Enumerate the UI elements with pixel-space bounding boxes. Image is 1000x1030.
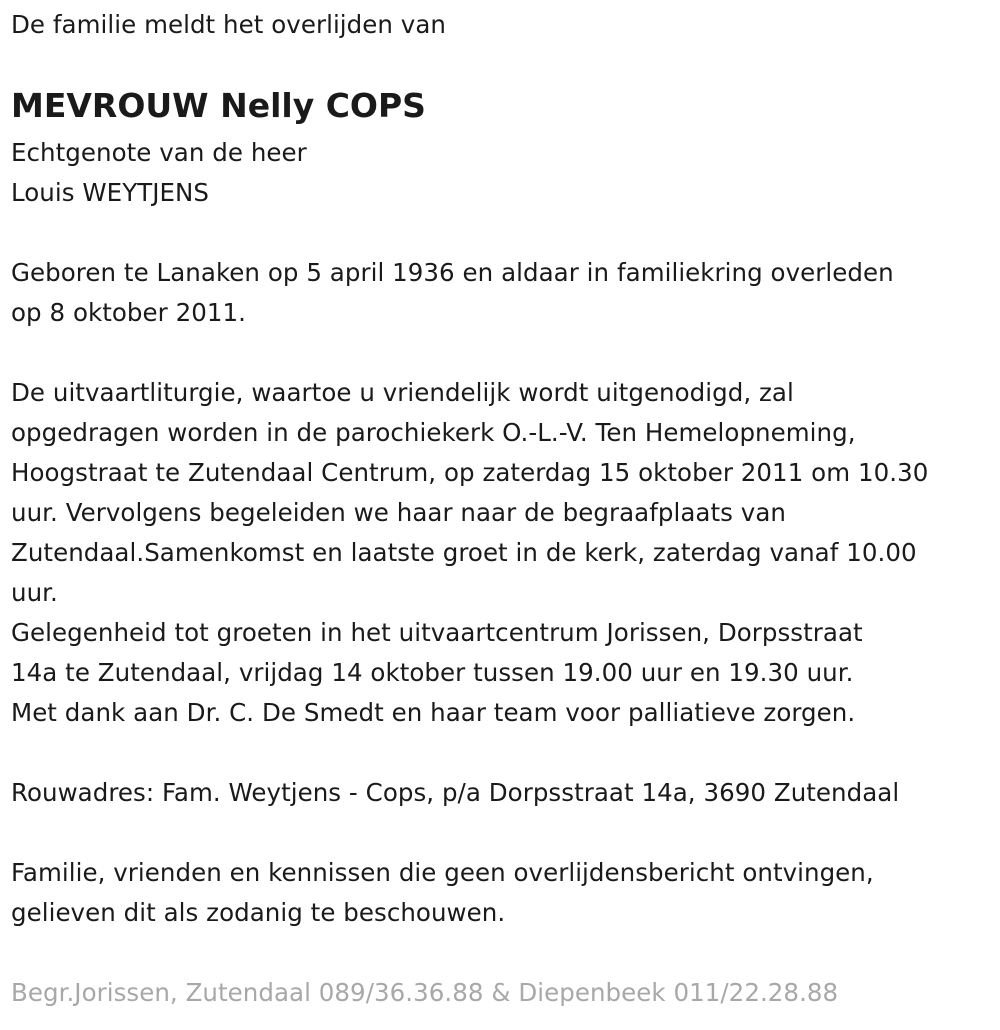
spouse-line-2: Louis WEYTJENS: [11, 178, 210, 207]
funeral-line-1: De uitvaartliturgie, waartoe u vriendelijk wordt uitgenodigd, zal: [11, 378, 794, 407]
intro-text: De familie meldt het overlijden van: [11, 10, 446, 39]
funeral-line-7: Gelegenheid tot groeten in het uitvaartcentrum Jorissen, Dorpsstraat: [11, 618, 863, 647]
funeral-line-8: 14a te Zutendaal, vrijdag 14 oktober tussen 19.00 uur en 19.30 uur.: [11, 658, 854, 687]
deceased-name: MEVROUW Nelly COPS: [11, 86, 426, 125]
birth-line-1: Geboren te Lanaken op 5 april 1936 en aldaar in familiekring overleden: [11, 258, 894, 287]
funeral-line-2: opgedragen worden in de parochiekerk O.-L.-V. Ten Hemelopneming,: [11, 418, 856, 447]
funeral-line-4: uur. Vervolgens begeleiden we haar naar de begraafplaats van: [11, 498, 786, 527]
closing-line-2: gelieven dit als zodanig te beschouwen.: [11, 898, 506, 927]
funeral-line-6: uur.: [11, 578, 58, 607]
closing-line-1: Familie, vrienden en kennissen die geen overlijdensbericht ontvingen,: [11, 858, 874, 887]
undertaker-contact: Begr.Jorissen, Zutendaal 089/36.36.88 & Diepenbeek 011/22.28.88: [11, 978, 839, 1007]
mourning-address: Rouwadres: Fam. Weytjens - Cops, p/a Dorpsstraat 14a, 3690 Zutendaal: [11, 778, 900, 807]
birth-line-2: op 8 oktober 2011.: [11, 298, 247, 327]
spouse-line-1: Echtgenote van de heer: [11, 138, 307, 167]
funeral-line-5: Zutendaal.Samenkomst en laatste groet in de kerk, zaterdag vanaf 10.00: [11, 538, 917, 567]
funeral-line-3: Hoogstraat te Zutendaal Centrum, op zaterdag 15 oktober 2011 om 10.30: [11, 458, 929, 487]
funeral-line-9: Met dank aan Dr. C. De Smedt en haar team voor palliatieve zorgen.: [11, 698, 856, 727]
